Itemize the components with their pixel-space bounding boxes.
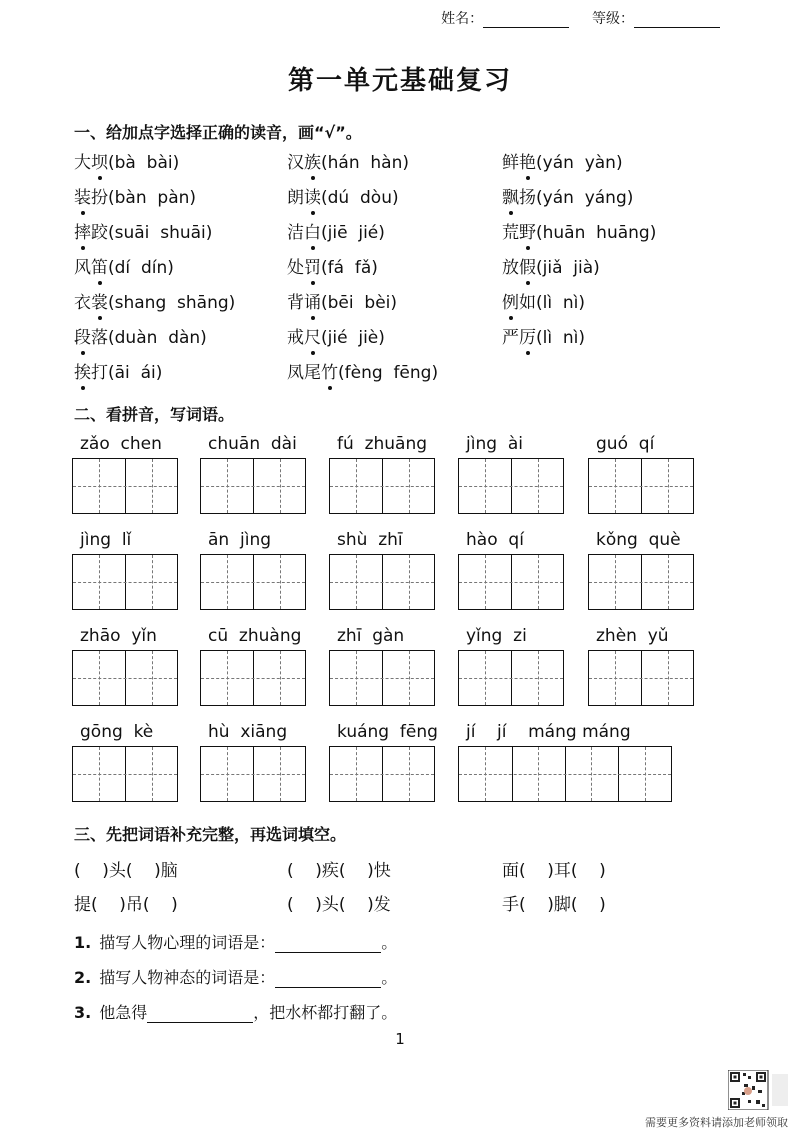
writing-grid[interactable] bbox=[329, 650, 435, 706]
pronunciation-item[interactable] bbox=[502, 253, 600, 278]
pinyin-options: 打(āi ái) bbox=[91, 363, 163, 383]
item-prefix: 背 bbox=[287, 293, 304, 313]
page-title: 第一单元基础复习 bbox=[287, 66, 512, 96]
header bbox=[441, 8, 720, 28]
pinyin-prompt: zhāo yǐn bbox=[80, 626, 157, 646]
idiom-fill-blank[interactable]: 手( )脚( ) bbox=[502, 895, 606, 915]
pronunciation-item[interactable] bbox=[74, 358, 162, 383]
page-number: 1 bbox=[395, 1030, 405, 1048]
answer-blank[interactable] bbox=[275, 936, 381, 953]
writing-grid[interactable] bbox=[72, 554, 178, 610]
pronunciation-item[interactable] bbox=[502, 218, 656, 243]
answer-blank[interactable] bbox=[147, 1006, 253, 1023]
idiom-fill-blank[interactable]: ( )头( )发 bbox=[287, 895, 391, 915]
pinyin-prompt: chuān dài bbox=[208, 434, 297, 454]
question-number: 1. bbox=[74, 933, 92, 952]
writing-grid[interactable] bbox=[200, 746, 306, 802]
pronunciation-item[interactable] bbox=[502, 323, 585, 348]
pronunciation-item[interactable] bbox=[502, 183, 633, 208]
pinyin-prompt: kǒng què bbox=[596, 530, 681, 550]
pinyin-prompt: jìng ài bbox=[466, 434, 523, 454]
pronunciation-item[interactable] bbox=[74, 218, 212, 243]
pinyin-prompt: jìng lǐ bbox=[80, 530, 132, 550]
item-prefix: 朗 bbox=[287, 188, 304, 208]
footer-note: 需要更多资料请添加老师领取 bbox=[645, 1116, 788, 1129]
pinyin-options: 扬(yán yáng) bbox=[519, 188, 634, 208]
pronunciation-item[interactable] bbox=[502, 288, 585, 313]
pinyin-prompt: zǎo chen bbox=[80, 434, 162, 454]
pronunciation-item[interactable] bbox=[287, 358, 438, 383]
idiom-fill-blank[interactable]: 提( )吊( ) bbox=[74, 895, 178, 915]
pronunciation-item[interactable] bbox=[74, 183, 196, 208]
pinyin-prompt: gōng kè bbox=[80, 722, 154, 742]
writing-grid[interactable] bbox=[458, 554, 564, 610]
writing-grid[interactable] bbox=[329, 554, 435, 610]
question-end: ，把水杯都打翻了。 bbox=[253, 1003, 398, 1022]
question-number: 2. bbox=[74, 968, 92, 987]
idiom-fill-blank[interactable]: ( )疾( )快 bbox=[287, 861, 391, 881]
pronunciation-item[interactable] bbox=[502, 148, 623, 173]
question-number: 3. bbox=[74, 1003, 92, 1022]
pinyin-prompt: zhèn yǔ bbox=[596, 626, 669, 646]
writing-grid[interactable] bbox=[200, 554, 306, 610]
pronunciation-item[interactable] bbox=[74, 148, 179, 173]
answer-blank[interactable] bbox=[275, 971, 381, 988]
item-prefix: 戒 bbox=[287, 328, 304, 348]
grade-blank[interactable] bbox=[634, 11, 720, 28]
pinyin-prompt: shù zhī bbox=[337, 530, 403, 550]
writing-grid[interactable] bbox=[458, 746, 672, 802]
writing-grid[interactable] bbox=[329, 746, 435, 802]
question-end: 。 bbox=[381, 968, 398, 987]
dotted-character: 坝 bbox=[91, 148, 108, 173]
dotted-character: 白 bbox=[304, 218, 321, 243]
pinyin-prompt: zhī gàn bbox=[337, 626, 405, 646]
pinyin-options: (bēi bèi) bbox=[321, 293, 398, 313]
pinyin-options: (lì nì) bbox=[536, 328, 586, 348]
pinyin-prompt: jí jí máng máng bbox=[466, 722, 631, 742]
pinyin-prompt: yǐng zi bbox=[466, 626, 527, 646]
pinyin-options: (jié jiè) bbox=[321, 328, 385, 348]
dotted-character: 艳 bbox=[519, 148, 536, 173]
pronunciation-item[interactable] bbox=[287, 253, 378, 278]
writing-grid[interactable] bbox=[458, 650, 564, 706]
pinyin-options: (yán yàn) bbox=[536, 153, 623, 173]
item-prefix: 衣 bbox=[74, 293, 91, 313]
pinyin-options: 跤(suāi shuāi) bbox=[91, 223, 213, 243]
pronunciation-item[interactable] bbox=[287, 288, 397, 313]
writing-grid[interactable] bbox=[588, 650, 694, 706]
question-line bbox=[74, 930, 397, 953]
dotted-character: 族 bbox=[304, 148, 321, 173]
writing-grid[interactable] bbox=[588, 458, 694, 514]
dotted-character: 例 bbox=[502, 288, 519, 313]
question-line bbox=[74, 965, 397, 988]
pinyin-options: (fá fǎ) bbox=[321, 258, 378, 278]
dotted-character: 笛 bbox=[91, 253, 108, 278]
grade-label: 等级： bbox=[592, 11, 634, 27]
section1-heading: 一、给加点字选择正确的读音，画“√”。 bbox=[74, 123, 362, 142]
pronunciation-item[interactable] bbox=[74, 288, 235, 313]
dotted-character: 厉 bbox=[519, 323, 536, 348]
pinyin-prompt: hù xiāng bbox=[208, 722, 288, 742]
dotted-character: 装 bbox=[74, 183, 91, 208]
idiom-fill-blank[interactable]: 面( )耳( ) bbox=[502, 861, 606, 881]
dotted-character: 尺 bbox=[304, 323, 321, 348]
item-prefix: 风 bbox=[74, 258, 91, 278]
name-label: 姓名： bbox=[441, 11, 484, 27]
dotted-character: 罚 bbox=[304, 253, 321, 278]
pronunciation-item[interactable] bbox=[287, 218, 385, 243]
pronunciation-item[interactable] bbox=[287, 323, 385, 348]
pinyin-options: (jiē jié) bbox=[321, 223, 385, 243]
pinyin-options: (huān huāng) bbox=[536, 223, 657, 243]
question-text: 他急得 bbox=[99, 1003, 148, 1022]
dotted-character: 假 bbox=[519, 253, 536, 278]
item-prefix: 汉 bbox=[287, 153, 304, 173]
dotted-character: 段 bbox=[74, 323, 91, 348]
dotted-character: 竹 bbox=[321, 358, 338, 383]
dotted-character: 野 bbox=[519, 218, 536, 243]
pinyin-prompt: cū zhuàng bbox=[208, 626, 302, 646]
pinyin-options: 扮(bàn pàn) bbox=[91, 188, 197, 208]
pronunciation-item[interactable] bbox=[74, 323, 207, 348]
pinyin-options: (dí dín) bbox=[108, 258, 174, 278]
item-prefix: 鲜 bbox=[502, 153, 519, 173]
name-blank[interactable] bbox=[483, 11, 569, 28]
pinyin-prompt: ān jìng bbox=[208, 530, 272, 550]
pinyin-options: (hán hàn) bbox=[321, 153, 410, 173]
writing-grid[interactable] bbox=[200, 458, 306, 514]
pinyin-prompt: guó qí bbox=[596, 434, 655, 454]
pinyin-options: (dú dòu) bbox=[321, 188, 399, 208]
dotted-character: 摔 bbox=[74, 218, 91, 243]
pinyin-prompt: hào qí bbox=[466, 530, 524, 550]
question-text: 描写人物心理的词语是： bbox=[99, 933, 276, 952]
dotted-character: 挨 bbox=[74, 358, 91, 383]
dotted-character: 飘 bbox=[502, 183, 519, 208]
question-end: 。 bbox=[381, 933, 398, 952]
section2-heading: 二、看拼音，写词语。 bbox=[74, 405, 235, 424]
idiom-fill-blank[interactable]: ( )头( )脑 bbox=[74, 861, 178, 881]
dotted-character: 读 bbox=[304, 183, 321, 208]
pinyin-options: 如(lì nì) bbox=[519, 293, 586, 313]
pinyin-prompt: fú zhuāng bbox=[337, 434, 428, 454]
section3-heading: 三、先把词语补充完整，再选词填空。 bbox=[74, 825, 347, 844]
pinyin-options: 落(duàn dàn) bbox=[91, 328, 207, 348]
dotted-character: 裳 bbox=[91, 288, 108, 313]
item-prefix: 荒 bbox=[502, 223, 519, 243]
pinyin-prompt: kuáng fēng bbox=[337, 722, 438, 742]
question-line bbox=[74, 1000, 397, 1023]
pinyin-options: (bà bài) bbox=[108, 153, 180, 173]
item-prefix: 处 bbox=[287, 258, 304, 278]
item-prefix: 凤尾 bbox=[287, 363, 321, 383]
writing-grid[interactable] bbox=[72, 458, 178, 514]
writing-grid[interactable] bbox=[72, 746, 178, 802]
writing-grid[interactable] bbox=[329, 458, 435, 514]
item-prefix: 大 bbox=[74, 153, 91, 173]
dotted-character: 诵 bbox=[304, 288, 321, 313]
item-prefix: 放 bbox=[502, 258, 519, 278]
pinyin-options: (fèng fēng) bbox=[338, 363, 439, 383]
qr-code bbox=[728, 1070, 790, 1110]
pronunciation-item[interactable] bbox=[287, 148, 409, 173]
writing-grid[interactable] bbox=[200, 650, 306, 706]
pinyin-options: (shang shāng) bbox=[108, 293, 236, 313]
writing-grid[interactable] bbox=[72, 650, 178, 706]
pronunciation-item[interactable] bbox=[287, 183, 399, 208]
item-prefix: 洁 bbox=[287, 223, 304, 243]
pronunciation-item[interactable] bbox=[74, 253, 174, 278]
pinyin-options: (jiǎ jià) bbox=[536, 258, 600, 278]
writing-grid[interactable] bbox=[458, 458, 564, 514]
question-text: 描写人物神态的词语是： bbox=[99, 968, 276, 987]
writing-grid[interactable] bbox=[588, 554, 694, 610]
item-prefix: 严 bbox=[502, 328, 519, 348]
